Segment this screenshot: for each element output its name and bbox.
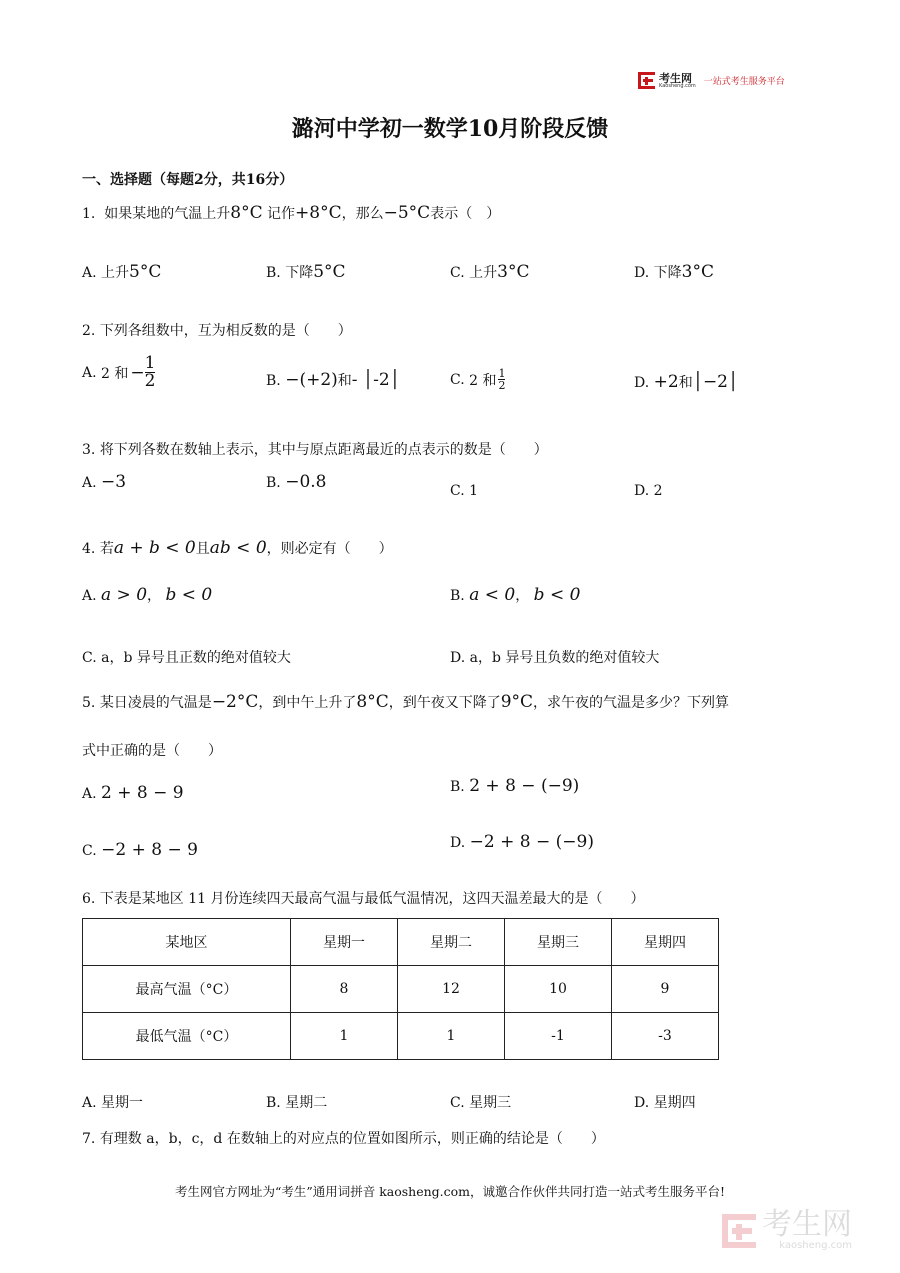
- logo-icon: [638, 72, 655, 89]
- table-cell: -1: [505, 1013, 612, 1060]
- table-cell: 9: [612, 966, 719, 1013]
- q4-option-a[interactable]: A. a > 0， b < 0: [82, 585, 213, 605]
- logo-url: Kaosheng.com: [659, 82, 696, 89]
- logo-slogan: 一站式考生服务平台: [703, 77, 785, 87]
- question-5: 5. 某日凌晨的气温是−2°C，到中午上升了8°C，到午夜又下降了9°C，求午夜的气温是多少？下列算: [82, 692, 730, 712]
- q4-option-d[interactable]: D. a，b 异号且负数的绝对值较大: [450, 650, 660, 666]
- q3-option-b[interactable]: B. −0.8: [266, 472, 327, 492]
- q1-option-a[interactable]: A. 上升5°C: [82, 262, 162, 282]
- temperature-table: [82, 918, 719, 1060]
- q5-option-d[interactable]: D. −2 + 8 − (−9): [450, 832, 594, 852]
- question-4: 4. 若a + b < 0且ab < 0，则必定有（ ）: [82, 538, 393, 558]
- watermark-url: kaosheng.com: [779, 1240, 852, 1251]
- table-header-cell: 星期三: [505, 919, 612, 966]
- section-title: 一、选择题（每题2分，共16分）: [82, 172, 294, 188]
- math-expr: 8°C: [230, 203, 263, 223]
- table-cell: 1: [398, 1013, 505, 1060]
- watermark-logo-icon: [722, 1214, 756, 1248]
- watermark-text: 考生网: [762, 1207, 852, 1242]
- table-row: [83, 1013, 719, 1060]
- q5-option-c[interactable]: C. −2 + 8 − 9: [82, 840, 198, 860]
- question-2: 2. 下列各组数中，互为相反数的是（ ）: [82, 323, 352, 339]
- q2-option-b[interactable]: B. −(+2)和- │-2│: [266, 370, 400, 390]
- q5-option-a[interactable]: A. 2 + 8 − 9: [82, 783, 184, 803]
- q1-option-b[interactable]: B. 下降5°C: [266, 262, 346, 282]
- q1-option-c[interactable]: C. 上升3°C: [450, 262, 530, 282]
- q2-option-d[interactable]: D. +2和│−2│: [634, 372, 739, 392]
- table-header-cell: 星期四: [612, 919, 719, 966]
- q2-option-a[interactable]: A. 2 和 − $\frac{1}{2}$: [82, 353, 156, 391]
- table-header-cell: 星期一: [291, 919, 398, 966]
- question-6: 6. 下表是某地区 11 月份连续四天最高气温与最低气温情况，这四天温差最大的是（ ）: [82, 891, 645, 907]
- table-cell: 1: [291, 1013, 398, 1060]
- q2-option-c[interactable]: C. 2 和 $\frac{1}{2}$: [450, 367, 506, 392]
- q3-option-d[interactable]: D. 2: [634, 483, 663, 499]
- question-3: 3. 将下列各数在数轴上表示，其中与原点距离最近的点表示的数是（ ）: [82, 442, 548, 458]
- question-1: 1. 如果某地的气温上升8°C 记作+8°C，那么−5°C表示（ ）: [82, 203, 501, 223]
- table-header-cell: 某地区: [83, 919, 291, 966]
- footer-text: 考生网官方网址为“考生”通用词拼音 kaosheng.com，诚邀合作伙伴共同打造一站式考生服务平台!: [174, 1184, 726, 1199]
- q4-option-c[interactable]: C. a，b 异号且正数的绝对值较大: [82, 650, 291, 666]
- math-expr: −5°C: [383, 203, 431, 223]
- question-5-line2: 式中正确的是（ ）: [82, 743, 222, 759]
- question-7: 7. 有理数 a，b，c，d 在数轴上的对应点的位置如图所示，则正确的结论是（ ）: [82, 1131, 605, 1147]
- logo-name: 考生网: [659, 71, 692, 85]
- site-logo[interactable]: [638, 72, 785, 89]
- math-expr: +8°C: [295, 203, 342, 223]
- table-header-row: [83, 919, 719, 966]
- table-cell: 8: [291, 966, 398, 1013]
- table-cell: 最低气温（°C）: [83, 1013, 291, 1060]
- q6-option-d[interactable]: D. 星期四: [634, 1095, 696, 1111]
- q6-option-c[interactable]: C. 星期三: [450, 1095, 512, 1111]
- q3-option-c[interactable]: C. 1: [450, 483, 479, 499]
- table-row: [83, 966, 719, 1013]
- watermark: [722, 1207, 852, 1251]
- q4-option-b[interactable]: B. a < 0， b < 0: [450, 585, 581, 605]
- q6-option-b[interactable]: B. 星期二: [266, 1095, 328, 1111]
- q5-option-b[interactable]: B. 2 + 8 − (−9): [450, 776, 580, 796]
- q1-option-d[interactable]: D. 下降3°C: [634, 262, 714, 282]
- page-title: 潞河中学初一数学10月阶段反馈: [291, 116, 609, 142]
- q6-option-a[interactable]: A. 星期一: [82, 1095, 144, 1111]
- table-cell: 10: [505, 966, 612, 1013]
- q3-option-a[interactable]: A. −3: [82, 472, 127, 492]
- table-header-cell: 星期二: [398, 919, 505, 966]
- table-cell: 最高气温（°C）: [83, 966, 291, 1013]
- table-cell: 12: [398, 966, 505, 1013]
- table-cell: -3: [612, 1013, 719, 1060]
